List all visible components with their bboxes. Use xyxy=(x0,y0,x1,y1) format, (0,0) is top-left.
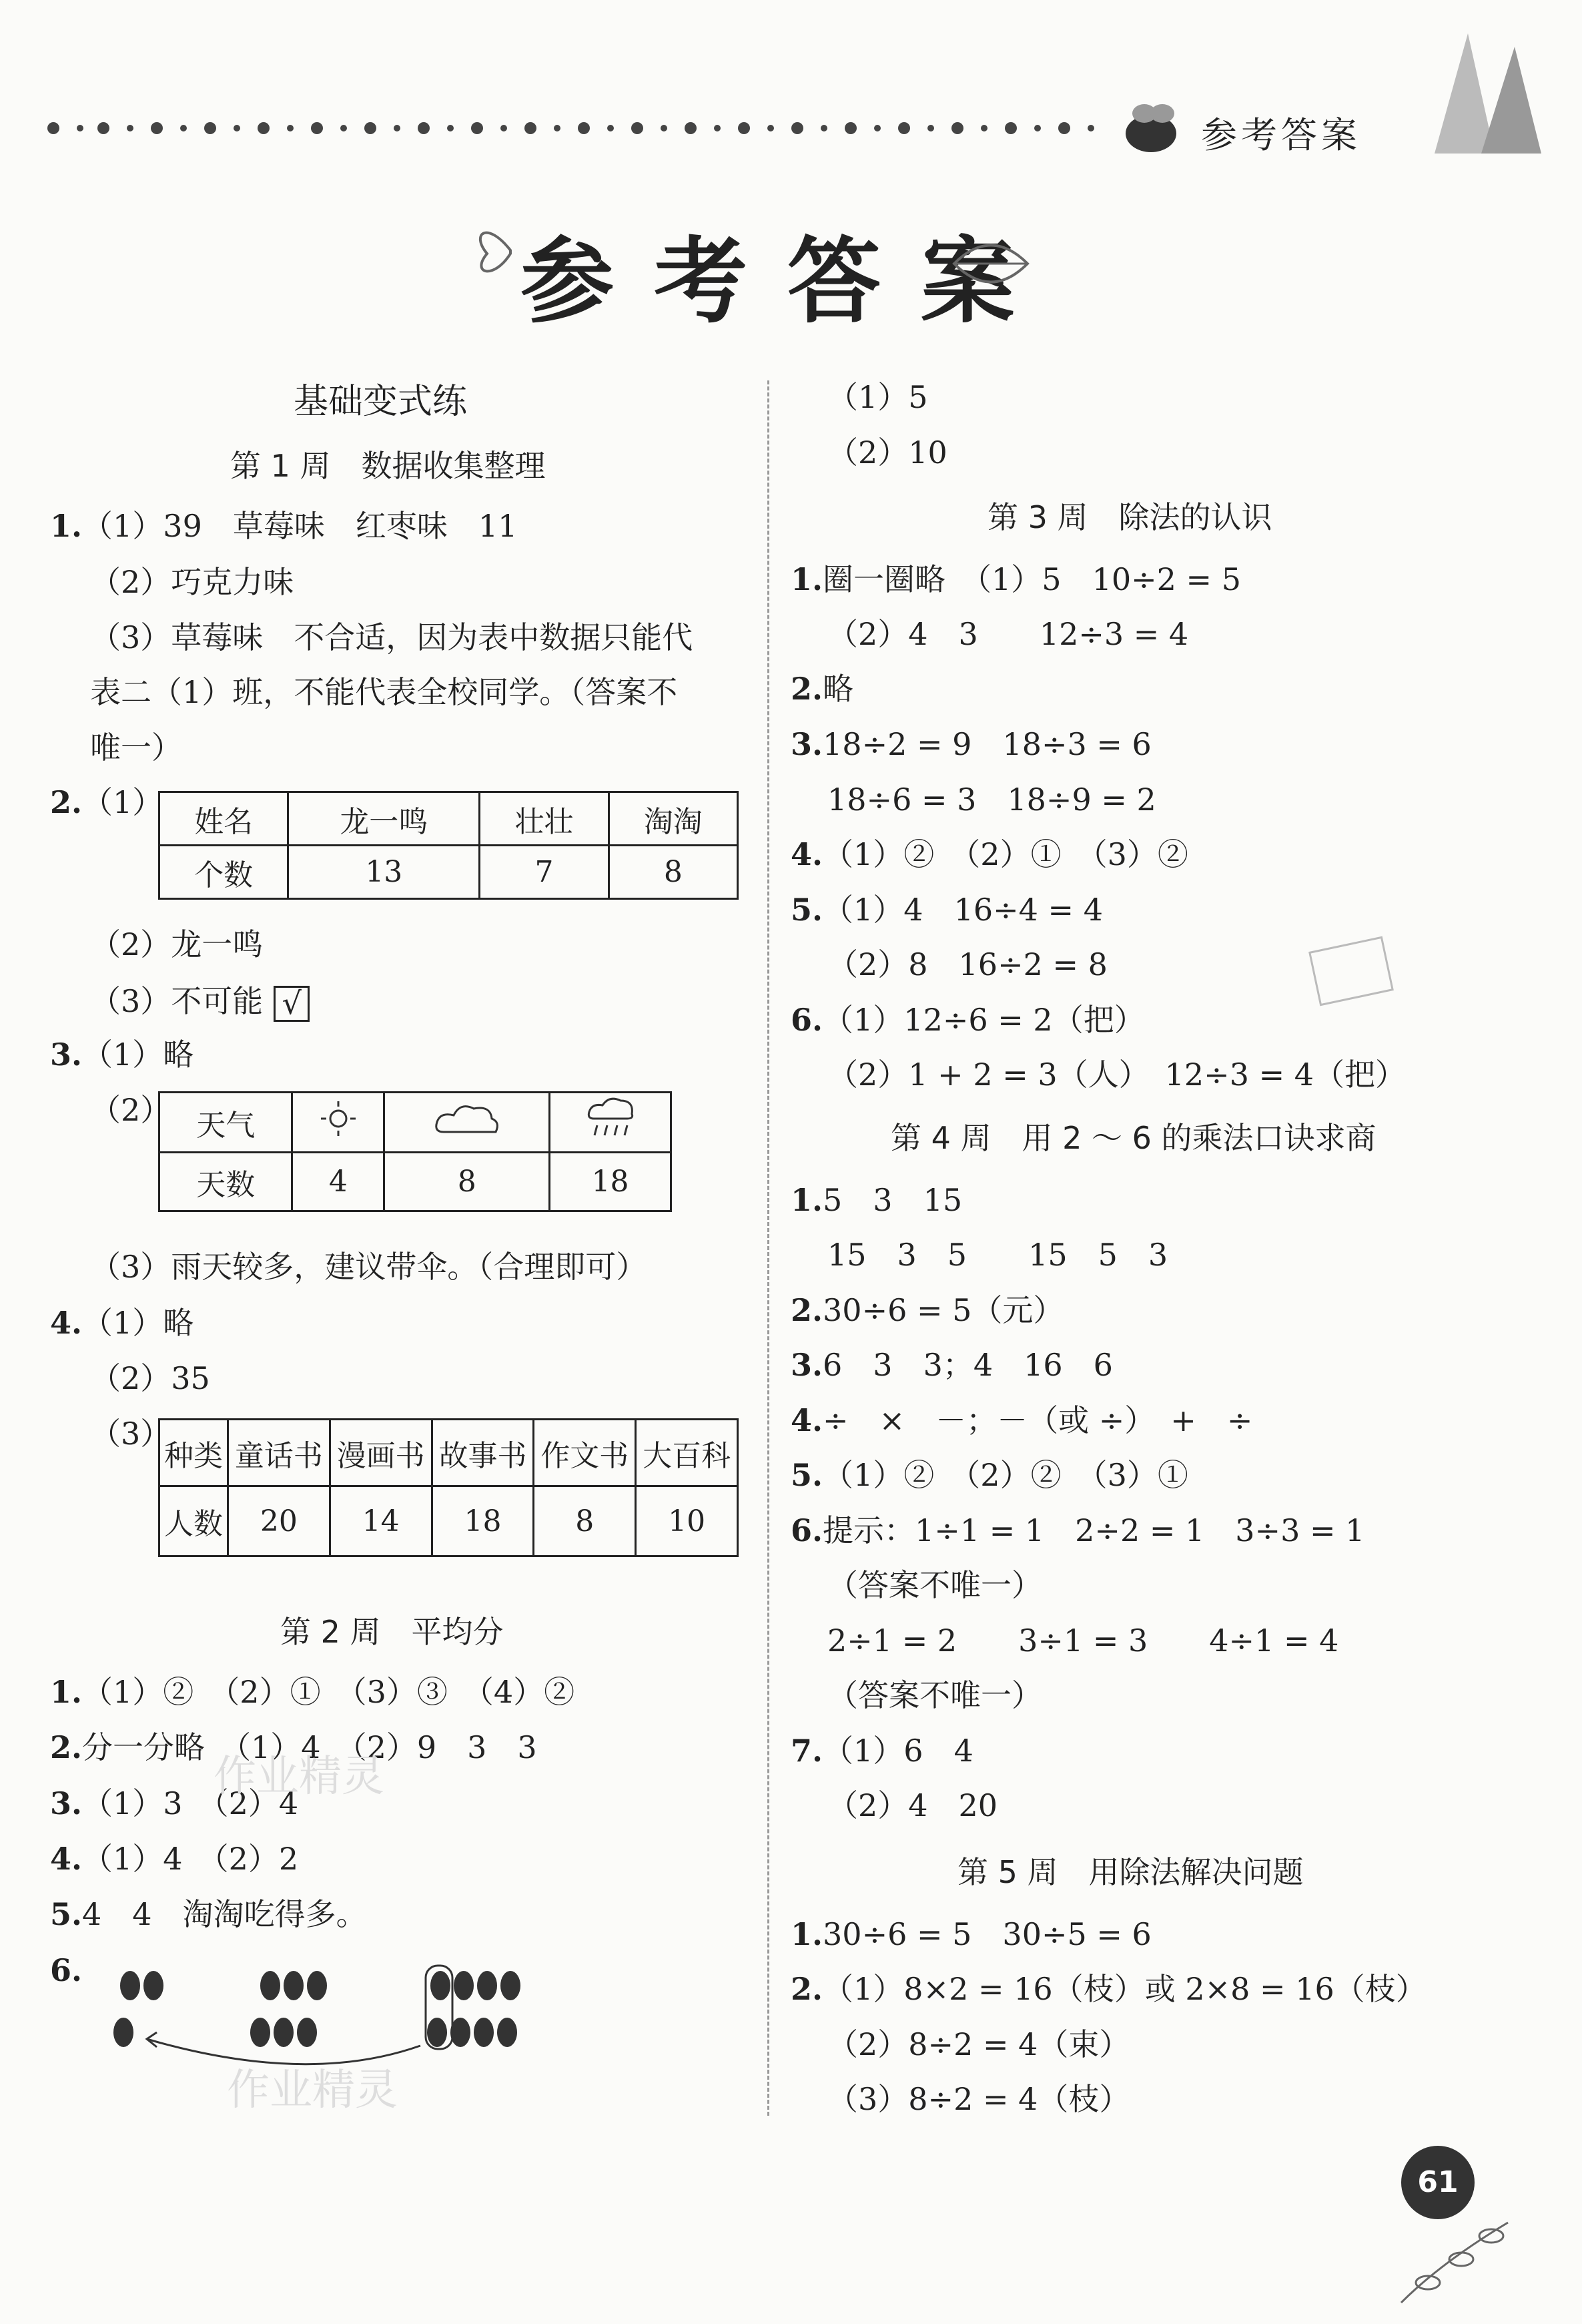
week-1-title: 第 1 周 数据收集整理 xyxy=(230,448,546,484)
week-3-title: 第 3 周 除法的认识 xyxy=(987,499,1272,535)
w2-q6: 6. xyxy=(50,1952,83,1988)
r-top-1: （1）5 xyxy=(827,379,928,415)
q1-line3: （3）草莓味 不合适，因为表中数据只能代 xyxy=(90,619,693,655)
q1-line5: 唯一） xyxy=(90,730,182,766)
table-cell: 作文书 xyxy=(534,1420,636,1486)
section-title: 基础变式练 xyxy=(294,382,468,422)
answer-line: 3.6 3 3；4 16 6 xyxy=(791,1347,1113,1383)
week-2-title: 第 2 周 平均分 xyxy=(280,1614,504,1650)
q2-label: 2.（1） xyxy=(50,784,163,820)
answer-line: 1.圈一圈略 （1）5 10÷2 = 5 xyxy=(791,561,1241,597)
r-top-2: （2）10 xyxy=(827,434,947,471)
table-cell: 漫画书 xyxy=(330,1420,432,1486)
answer-line: 2.（1）8×2 = 16（枝）或 2×8 = 16（枝） xyxy=(791,1971,1427,2007)
answer-line: 6.提示：1÷1 = 1 2÷2 = 1 3÷3 = 1 xyxy=(791,1512,1365,1548)
table-cell: 4 xyxy=(292,1153,384,1211)
weather-table xyxy=(158,1091,672,1212)
table-cell: 8 xyxy=(609,846,737,899)
table-cell: 个数 xyxy=(159,846,288,899)
answer-line: 3.18÷2 = 9 18÷3 = 6 xyxy=(791,726,1152,762)
watermark-text: 作业精灵 xyxy=(227,2066,398,2115)
answer-line: （答案不唯一） xyxy=(827,1677,1042,1713)
q4-part3: （3） xyxy=(90,1416,171,1452)
table-cell: 天数 xyxy=(159,1153,292,1211)
header-decoration xyxy=(40,119,1108,137)
w2-q5: 5.4 4 淘淘吃得多。 xyxy=(50,1896,367,1932)
q3-label: 3.（1）略 xyxy=(50,1037,194,1073)
q4-label: 4.（1）略 xyxy=(50,1305,194,1341)
w2-q4: 4.（1）4 （2）2 xyxy=(50,1841,299,1877)
table-cell: 18 xyxy=(550,1153,671,1211)
answer-line: （2）8÷2 = 4（束） xyxy=(827,2026,1130,2062)
q1-line4: 表二（1）班，不能代表全校同学。（答案不 xyxy=(90,674,678,710)
table-cell: 天气 xyxy=(159,1093,292,1153)
q1-line2: （2）巧克力味 xyxy=(90,564,294,600)
answer-line: 1.5 3 15 xyxy=(791,1182,963,1218)
answer-line: 18÷6 = 3 18÷9 = 2 xyxy=(827,782,1156,818)
sun-icon xyxy=(292,1093,384,1153)
page-title: 参考答案 xyxy=(520,228,1055,336)
answer-line: 2÷1 = 2 3÷1 = 3 4÷1 = 4 xyxy=(827,1623,1339,1659)
column-divider xyxy=(767,380,769,2116)
answer-line: （3）8÷2 = 4（枝） xyxy=(827,2081,1130,2117)
week-5-title: 第 5 周 用除法解决问题 xyxy=(957,1854,1304,1890)
table-cell: 18 xyxy=(432,1486,534,1556)
answer-line: 5.（1）4 16÷4 = 4 xyxy=(791,892,1103,928)
w2-q3: 3.（1）3 （2）4 xyxy=(50,1785,299,1821)
answer-line: （2）1 + 2 = 3（人） 12÷3 = 4（把） xyxy=(827,1057,1407,1093)
q2-part3: （3）不可能 √ xyxy=(90,981,310,1022)
table-cell: 10 xyxy=(636,1486,738,1556)
table-cell: 14 xyxy=(330,1486,432,1556)
answer-line: 5.（1）② （2）② （3）① xyxy=(791,1457,1188,1493)
table-cell: 人数 xyxy=(159,1486,228,1556)
w2-q2: 2.分一分略 （1）4 （2）9 3 3 xyxy=(50,1729,537,1765)
answer-line: 2.30÷6 = 5（元） xyxy=(791,1292,1064,1328)
tree-decoration-icon xyxy=(1415,20,1548,154)
table-cell: 种类 xyxy=(159,1420,228,1486)
table-cell: 故事书 xyxy=(432,1420,534,1486)
plant-decoration-icon xyxy=(1388,2203,1521,2309)
table-cell: 20 xyxy=(228,1486,330,1556)
stamp-icon xyxy=(1308,934,1395,1008)
answer-line: （2）4 20 xyxy=(827,1787,998,1823)
answer-line: 6.（1）12÷6 = 2（把） xyxy=(791,1002,1145,1038)
answer-line: 4.÷ × －；－（或 ÷） + ÷ xyxy=(791,1402,1253,1438)
header-title: 参考答案 xyxy=(1201,114,1361,156)
name-count-table xyxy=(158,791,739,900)
answer-line: （答案不唯一） xyxy=(827,1567,1042,1603)
rain-icon xyxy=(550,1093,671,1153)
answer-line: 2.略 xyxy=(791,671,854,707)
answer-line: 7.（1）6 4 xyxy=(791,1733,973,1769)
table-cell: 姓名 xyxy=(159,792,288,846)
week-4-title: 第 4 周 用 2 ～ 6 的乘法口诀求商 xyxy=(891,1120,1376,1156)
table-cell: 壮壮 xyxy=(480,792,609,846)
answer-line: 4.（1）② （2）① （3）② xyxy=(791,836,1188,872)
answer-line: 15 3 5 15 5 3 xyxy=(827,1237,1168,1273)
book-type-table xyxy=(158,1418,739,1557)
answer-line: 1.30÷6 = 5 30÷5 = 6 xyxy=(791,1916,1152,1952)
table-cell: 大百科 xyxy=(636,1420,738,1486)
answer-line: （2）4 3 12÷3 = 4 xyxy=(827,616,1189,652)
checkbox: √ xyxy=(274,986,310,1022)
answer-line: （2）8 16÷2 = 8 xyxy=(827,946,1108,982)
q2-part2: （2）龙一鸣 xyxy=(90,926,264,962)
table-cell: 7 xyxy=(480,846,609,899)
q4-part2: （2）35 xyxy=(90,1360,210,1396)
q3-part2: （2） xyxy=(90,1092,171,1128)
bee-icon xyxy=(1114,93,1188,160)
w2-q1: 1.（1）② （2）① （3）③ （4）② xyxy=(50,1674,575,1710)
table-cell: 13 xyxy=(288,846,480,899)
table-cell: 淘淘 xyxy=(609,792,737,846)
watermark-text: 作业精灵 xyxy=(214,1752,384,1801)
table-cell: 龙一鸣 xyxy=(288,792,480,846)
q1-block: 1.（1）39 草莓味 红枣味 11 xyxy=(50,508,518,544)
table-cell: 童话书 xyxy=(228,1420,330,1486)
page-number: 61 xyxy=(1401,2146,1475,2219)
table-cell: 8 xyxy=(384,1153,550,1211)
q3-part3: （3）雨天较多，建议带伞。（合理即可） xyxy=(90,1249,647,1285)
table-cell: 8 xyxy=(534,1486,636,1556)
leaf-icon xyxy=(947,234,1034,294)
cloud-icon xyxy=(384,1093,550,1153)
